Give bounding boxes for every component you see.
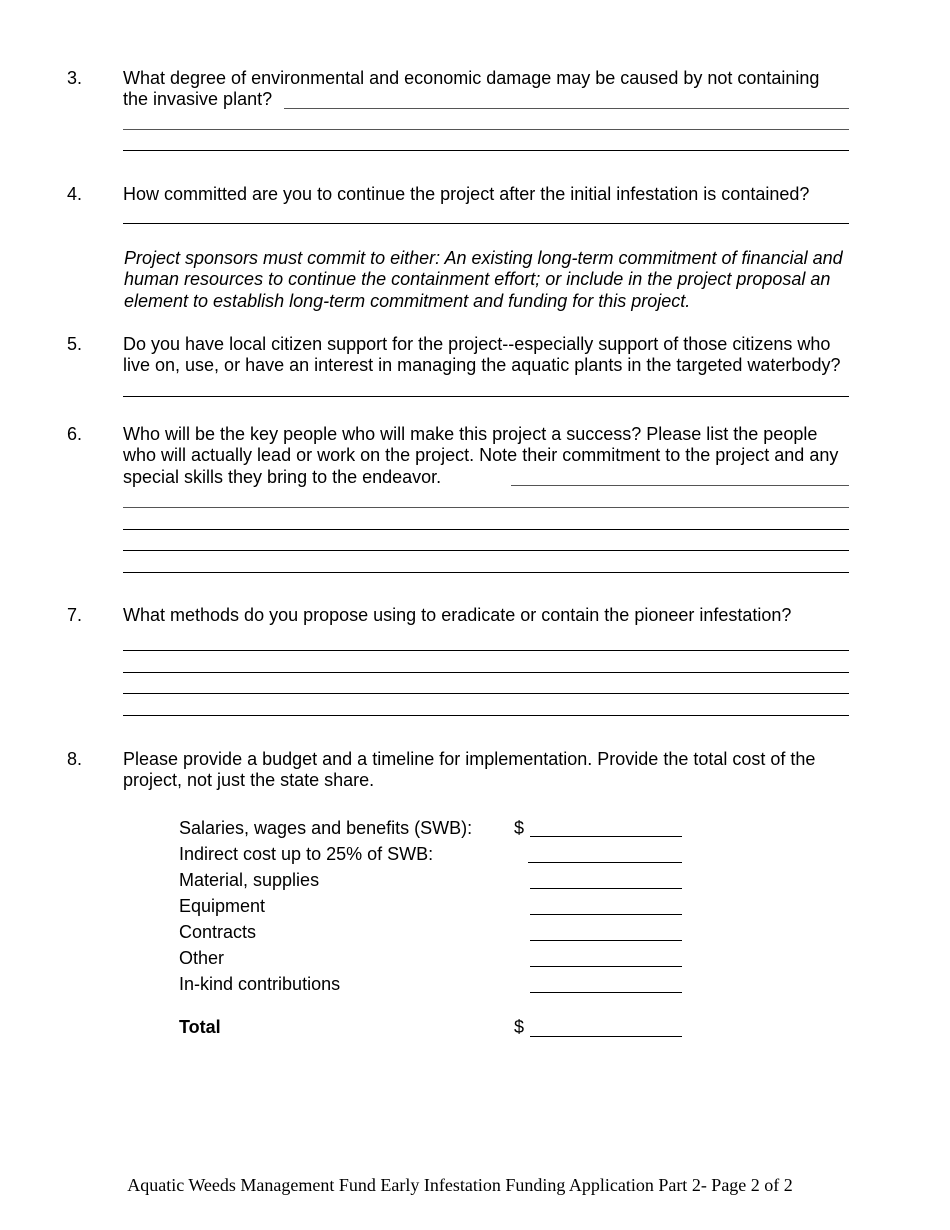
question-6-number: 6. bbox=[67, 424, 83, 444]
question-6-answer-line[interactable] bbox=[123, 529, 849, 530]
question-6-text-line-1: Who will be the key people who will make this project a success? Please list the people bbox=[123, 424, 818, 444]
question-6-answer-line[interactable] bbox=[511, 485, 849, 486]
question-7-answer-line[interactable] bbox=[123, 693, 849, 694]
question-6-answer-line[interactable] bbox=[123, 507, 849, 508]
question-5-text-line-1: Do you have local citizen support for the project--especially support of those citizens who bbox=[123, 334, 831, 354]
budget-label-equipment: Equipment bbox=[179, 896, 266, 916]
budget-field-indirect-cost[interactable] bbox=[528, 862, 682, 863]
question-8-text-line-2: project, not just the state share. bbox=[123, 770, 375, 790]
question-7-answer-line[interactable] bbox=[123, 672, 849, 673]
question-3-answer-line[interactable] bbox=[123, 129, 849, 130]
question-3-answer-line[interactable] bbox=[123, 150, 849, 151]
budget-field-other[interactable] bbox=[530, 966, 682, 967]
budget-field-materials[interactable] bbox=[530, 888, 682, 889]
question-3-answer-line[interactable] bbox=[284, 108, 849, 109]
budget-field-equipment[interactable] bbox=[530, 914, 682, 915]
dollar-sign: $ bbox=[514, 818, 525, 838]
budget-field-in-kind[interactable] bbox=[530, 992, 682, 993]
budget-field-total[interactable] bbox=[530, 1036, 682, 1037]
question-6-text-line-3: special skills they bring to the endeavor. bbox=[123, 467, 442, 487]
dollar-sign: $ bbox=[514, 1017, 525, 1037]
budget-label-total: Total bbox=[179, 1017, 221, 1037]
question-6-text-line-2: who will actually lead or work on the project. Note their commitment to the project and any bbox=[123, 445, 839, 465]
budget-label-other: Other bbox=[179, 948, 225, 968]
question-6-answer-line[interactable] bbox=[123, 550, 849, 551]
question-5-text-line-2: live on, use, or have an interest in managing the aquatic plants in the targeted waterbody? bbox=[123, 355, 841, 375]
question-7-answer-line[interactable] bbox=[123, 715, 849, 716]
budget-field-salaries[interactable] bbox=[530, 836, 682, 837]
question-6-answer-line[interactable] bbox=[123, 572, 849, 573]
question-4-answer-line[interactable] bbox=[123, 223, 849, 224]
question-5-answer-line[interactable] bbox=[123, 396, 849, 397]
sponsor-commitment-note-line-1: Project sponsors must commit to either: An existing long-term commitment of financial and bbox=[124, 248, 843, 268]
question-7-answer-line[interactable] bbox=[123, 650, 849, 651]
question-7-text-line-1: What methods do you propose using to eradicate or contain the pioneer infestation? bbox=[123, 605, 792, 625]
budget-label-materials: Material, supplies bbox=[179, 870, 320, 890]
sponsor-commitment-note-line-2: human resources to continue the containment effort; or include in the project proposal an bbox=[124, 269, 831, 289]
question-8-text-line-1: Please provide a budget and a timeline for implementation. Provide the total cost of the bbox=[123, 749, 816, 769]
budget-label-indirect-cost: Indirect cost up to 25% of SWB: bbox=[179, 844, 434, 864]
budget-label-salaries: Salaries, wages and benefits (SWB): bbox=[179, 818, 473, 838]
question-5-number: 5. bbox=[67, 334, 83, 354]
question-3-number: 3. bbox=[67, 68, 83, 88]
budget-label-contracts: Contracts bbox=[179, 922, 257, 942]
question-4-text-line-1: How committed are you to continue the project after the initial infestation is contained? bbox=[123, 184, 810, 204]
question-4-number: 4. bbox=[67, 184, 83, 204]
sponsor-commitment-note-line-3: element to establish long-term commitment and funding for this project. bbox=[124, 291, 691, 311]
question-3-text-line-1: What degree of environmental and economic damage may be caused by not containing bbox=[123, 68, 820, 88]
question-7-number: 7. bbox=[67, 605, 83, 625]
page-footer: Aquatic Weeds Management Fund Early Infestation Funding Application Part 2- Page 2 of 2 bbox=[127, 1175, 793, 1195]
question-8-number: 8. bbox=[67, 749, 83, 769]
budget-label-in-kind: In-kind contributions bbox=[179, 974, 341, 994]
question-3-text-line-2: the invasive plant? bbox=[123, 89, 273, 109]
budget-field-contracts[interactable] bbox=[530, 940, 682, 941]
